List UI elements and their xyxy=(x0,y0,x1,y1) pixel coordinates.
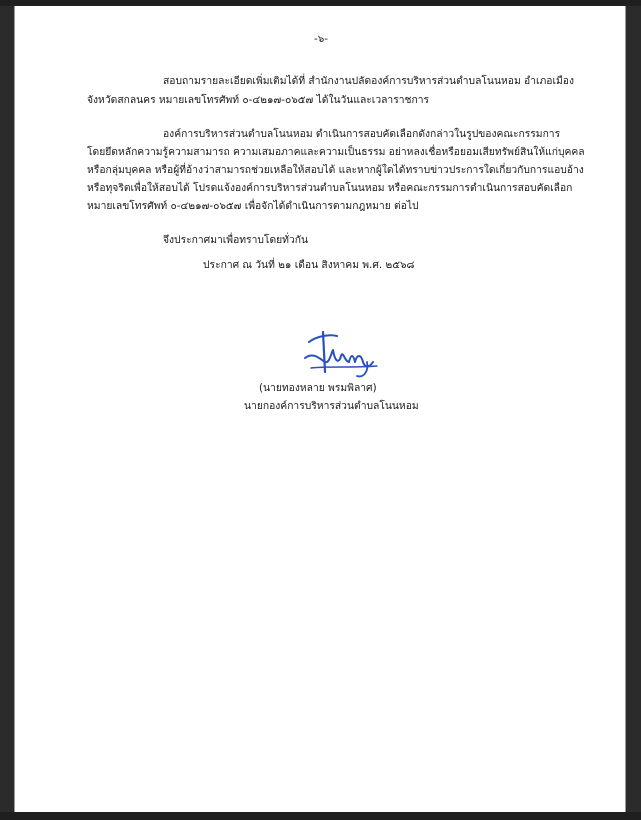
paragraph2-line1: องค์การบริหารส่วนตำบลโนนหอม ดำเนินการสอบคัดเลือกดังกล่าวในรูปของคณะกรรมการ xyxy=(163,128,561,140)
paragraph2-line5: หมายเลขโทรศัพท์ ๐-๔๒๑๗-๐๖๕๗ เพื่อจักได้ดำเนินการตามกฎหมาย ต่อไป xyxy=(87,200,419,212)
paragraph1-line1: สอบถามรายละเอียดเพิ่มเติมได้ที่ สำนักงานปลัดองค์การบริหารส่วนตำบลโนนหอม อำเภอเมือง xyxy=(163,75,575,87)
page-number: -๖- xyxy=(314,33,328,45)
announcement-line: จึงประกาศมาเพื่อทราบโดยทั่วกัน xyxy=(163,234,309,246)
paragraph1-line2: จังหวัดสกลนคร หมายเลขโทรศัพท์ ๐-๔๒๑๗-๐๖๕๗ ได้ในวันและเวลาราชการ xyxy=(87,94,430,106)
signature-image xyxy=(303,328,383,380)
paragraph2-line2: โดยยึดหลักความรู้ความสามารถ ความเสมอภาคและความเป็นธรรม อย่าหลงเชื่อหรือยอมเสียทรัพย์สินให้แก่บุคคล xyxy=(87,146,585,158)
viewer-bottom-edge xyxy=(0,812,641,820)
paragraph2-line4: หรือทุจริตเพื่อให้สอบได้ โปรดแจ้งองค์การบริหารส่วนตำบลโนนหอม หรือคณะกรรมการดำเนินการสอบคัดเลือก xyxy=(87,182,573,194)
paragraph2-line3: หรือกลุ่มบุคคล หรือผู้ที่อ้างว่าสามารถช่วยเหลือให้สอบได้ และหากผู้ใดได้ทราบข่าวประการใดเกี่ยวกับการแอบอ้าง xyxy=(87,164,584,176)
document-page xyxy=(14,6,626,812)
signer-position: นายกองค์การบริหารส่วนตำบลโนนหอม xyxy=(244,400,419,412)
date-line: ประกาศ ณ วันที่ ๒๑ เดือน สิงหาคม พ.ศ. ๒๕๖๘ xyxy=(203,259,415,271)
signer-name: (นายทองหลาย พรมพิลาศ) xyxy=(259,382,377,394)
